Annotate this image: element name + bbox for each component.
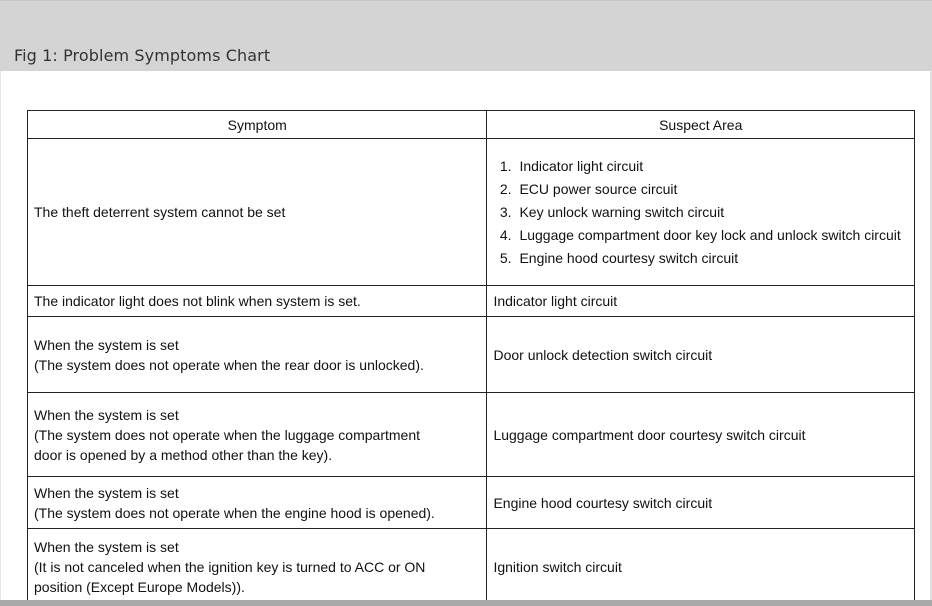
table-row	[28, 529, 915, 605]
suspect-area-cell	[487, 139, 915, 286]
table-header-row	[28, 111, 915, 139]
symptom-text: (The system does not operate when the luggage compartment	[34, 426, 420, 443]
list-item: 3. Key unlock warning switch circuit	[515, 201, 908, 224]
suspect-area-text: Engine hood courtesy switch circuit	[493, 494, 713, 511]
symptom-text: When the system is set	[34, 484, 179, 501]
symptom-text: door is opened by a method other than the key).	[34, 446, 333, 463]
suspect-area-column-header: Suspect Area	[487, 111, 915, 139]
suspect-area-cell	[487, 286, 915, 317]
list-item: 1. Indicator light circuit	[515, 155, 908, 178]
list-item: 4. Luggage compartment door key lock and unlock switch circuit	[515, 224, 908, 247]
problem-symptoms-table	[27, 110, 915, 605]
figure-caption-bar	[0, 0, 932, 71]
page-bottom-bar	[0, 600, 932, 606]
symptom-text: When the system is set	[34, 406, 179, 423]
suspect-area-cell	[487, 477, 915, 529]
symptom-column-header: Symptom	[28, 111, 487, 139]
symptom-text: position (Except Europe Models)).	[34, 578, 245, 595]
symptom-text: When the system is set	[34, 336, 179, 353]
symptom-text: (It is not canceled when the ignition key is turned to ACC or ON	[34, 558, 426, 575]
table-row	[28, 393, 915, 477]
table-row	[28, 286, 915, 317]
suspect-area-text: Indicator light circuit	[493, 293, 618, 309]
symptom-cell	[28, 317, 487, 393]
symptom-cell	[28, 286, 487, 317]
symptom-cell	[28, 477, 487, 529]
symptom-text: (The system does not operate when the engine hood is opened).	[34, 504, 435, 521]
suspect-area-text: Ignition switch circuit	[493, 558, 622, 575]
suspect-area-cell	[487, 529, 915, 605]
table-row	[28, 477, 915, 529]
list-item: 2. ECU power source circuit	[515, 178, 908, 201]
list-item: 5. Engine hood courtesy switch circuit	[515, 247, 908, 270]
symptom-text: The indicator light does not blink when system is set.	[34, 293, 361, 309]
suspect-area-list	[493, 155, 908, 270]
symptom-cell	[28, 393, 487, 477]
page-left-edge	[0, 71, 1, 606]
symptom-cell	[28, 529, 487, 605]
symptom-text: (The system does not operate when the rear door is unlocked).	[34, 356, 424, 373]
table-row	[28, 139, 915, 286]
table-row	[28, 317, 915, 393]
suspect-area-cell	[487, 393, 915, 477]
symptom-text: When the system is set	[34, 538, 179, 555]
symptom-cell	[28, 139, 487, 286]
suspect-area-text: Door unlock detection switch circuit	[493, 346, 713, 363]
symptom-text: The theft deterrent system cannot be set	[34, 204, 286, 220]
suspect-area-cell	[487, 317, 915, 393]
suspect-area-text: Luggage compartment door courtesy switch circuit	[493, 426, 806, 443]
figure-caption: Fig 1: Problem Symptoms Chart	[14, 46, 271, 65]
